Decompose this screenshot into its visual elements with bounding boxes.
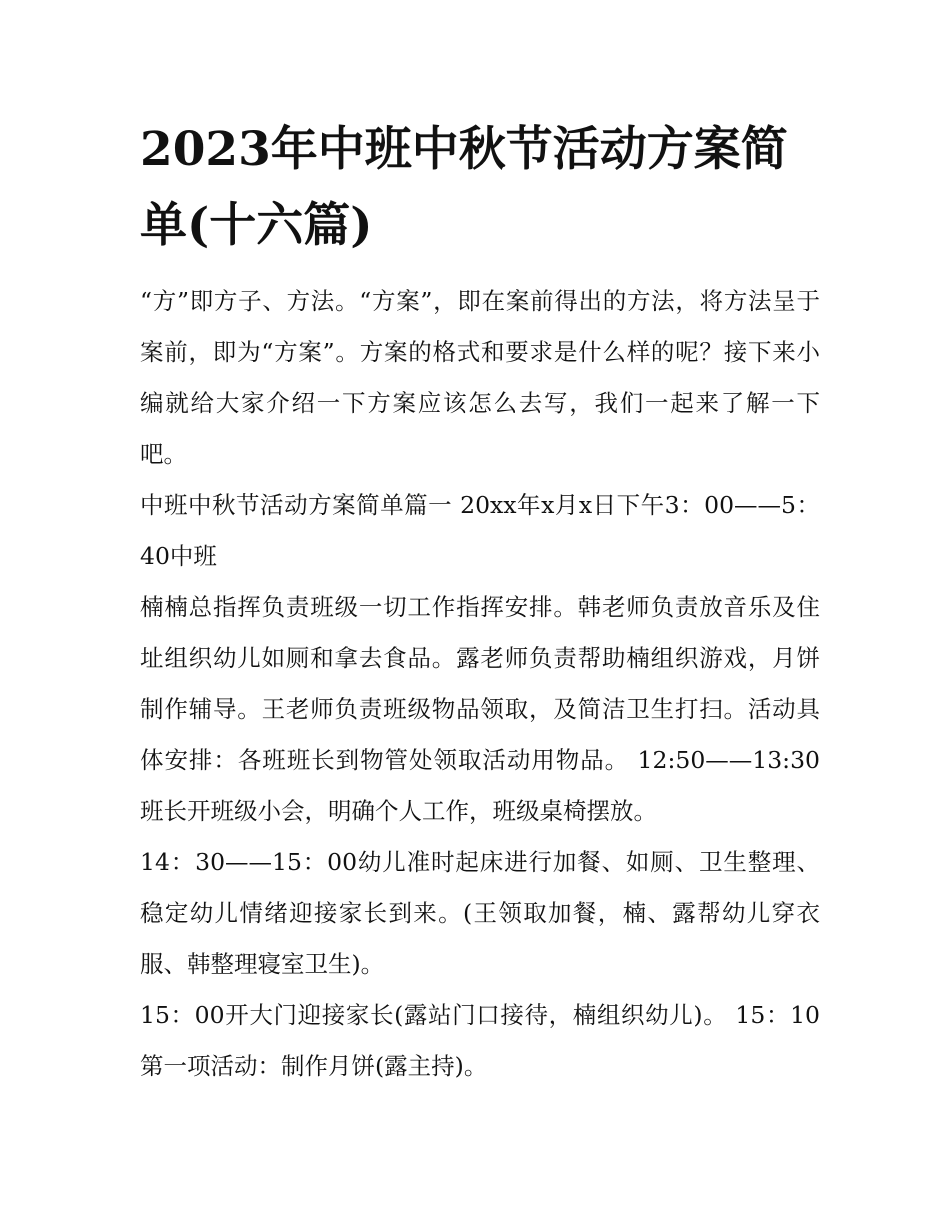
paragraph-welcome-parents: 15：00开大门迎接家长(露站门口接待，楠组织幼儿)。 15：10第一项活动：制作月饼(露主持)。	[140, 1001, 820, 1080]
document-body	[140, 276, 820, 1092]
paragraph-intro: “方”即方子、方法。“方案”，即在案前得出的方法，将方法呈于案前，即为“方案”。方案的格式和要求是什么样的呢？接下来小编就给大家介绍一下方案应该怎么去写，我们一起来了解一下吧。	[140, 287, 820, 468]
paragraph-staff-duties: 楠楠总指挥负责班级一切工作指挥安排。韩老师负责放音乐及住址组织幼儿如厕和拿去食品。露老师负责帮助楠组织游戏，月饼制作辅导。王老师负责班级物品领取，及简洁卫生打扫。活动具体安排：各班班长到物管处领取活动用物品。 12:50——13:30班长开班级小会，明确个人工作，班级桌椅摆放。	[140, 593, 820, 825]
paragraph-section-one-heading: 中班中秋节活动方案简单篇一 20xx年x月x日下午3：00——5：40中班	[140, 491, 820, 570]
document-title: 2023年中班中秋节活动方案简单(十六篇)	[140, 122, 788, 253]
paragraph-wakeup-schedule: 14：30——15：00幼儿准时起床进行加餐、如厕、卫生整理、稳定幼儿情绪迎接家长到来。(王领取加餐，楠、露帮幼儿穿衣服、韩整理寝室卫生)。	[140, 848, 820, 978]
